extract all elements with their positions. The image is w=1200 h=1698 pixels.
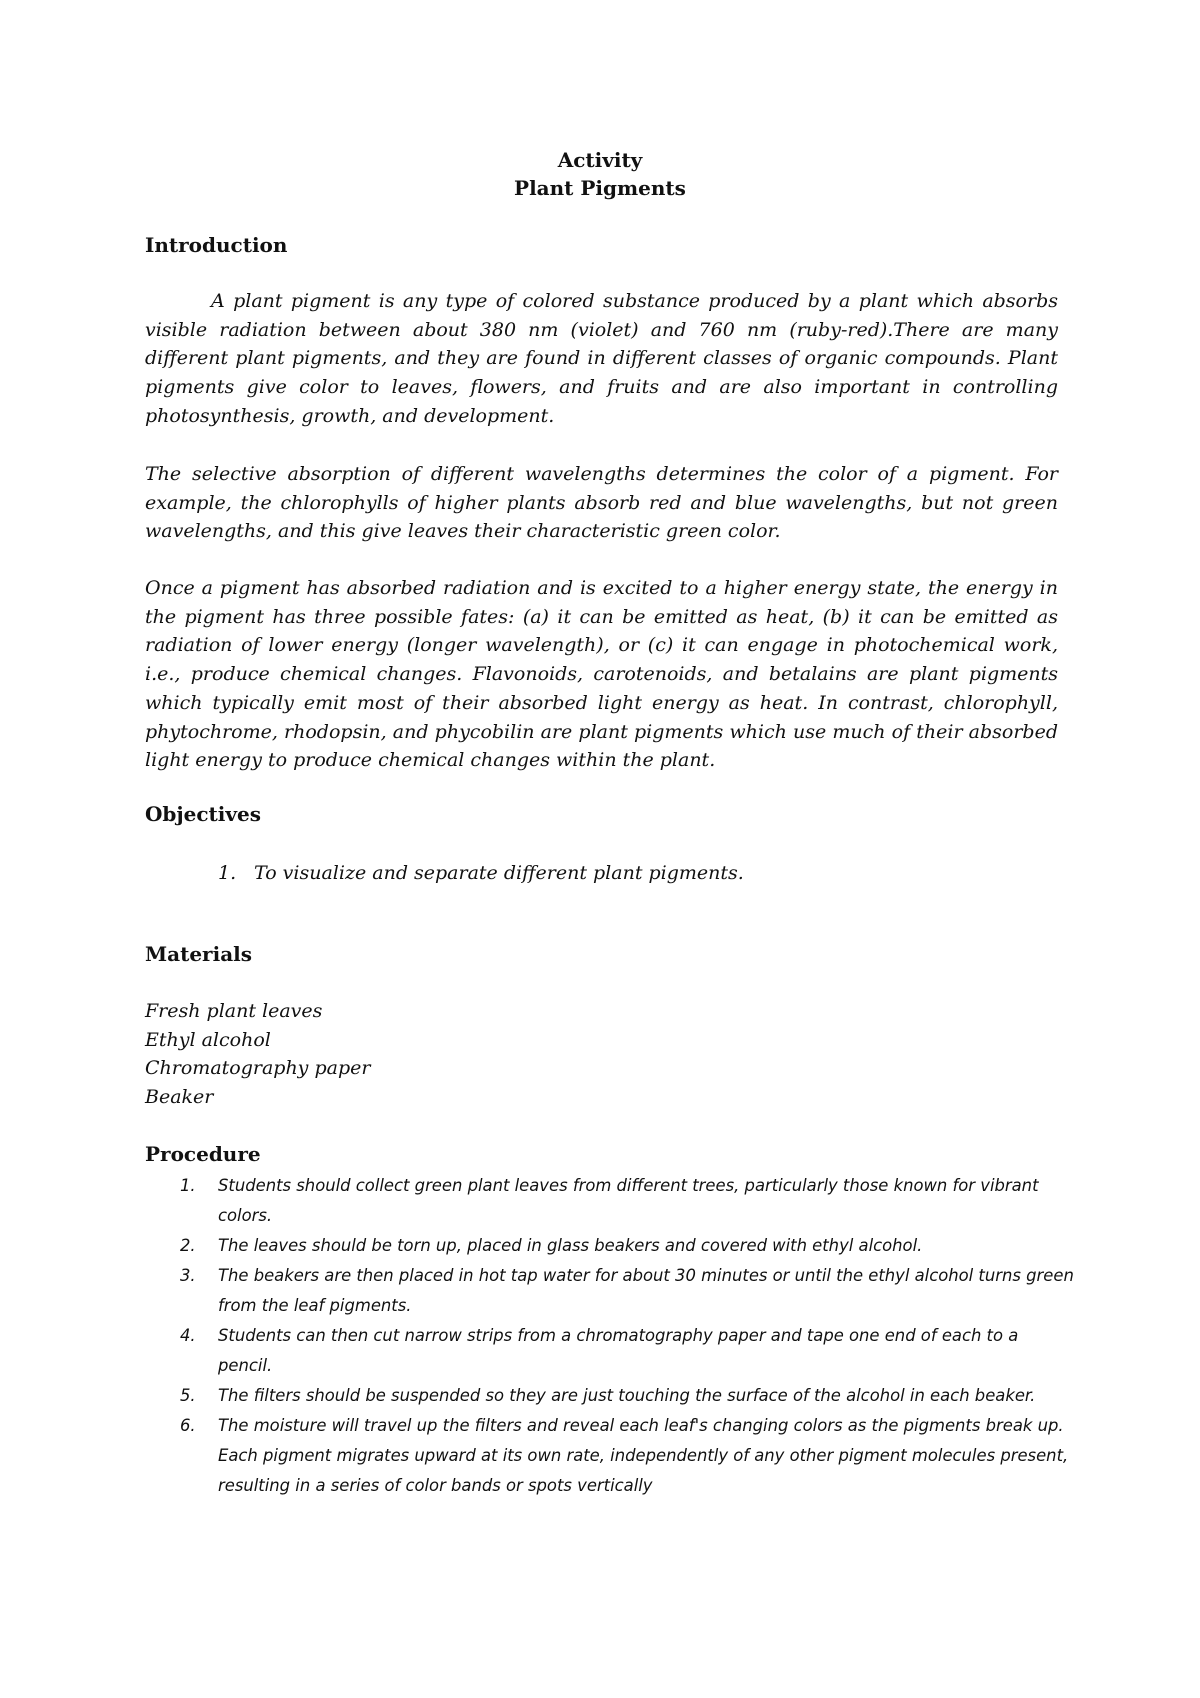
procedure-step: [145, 1261, 1075, 1321]
intro-paragraph-2: The selective absorption of different wavelengths determines the color of a pigment. For example, the chlorophylls of higher plants absorb red and blue wavelengths, but not green wavelengths, and this give leaves their characteristic green color.: [145, 463, 1058, 543]
step-number: 5.: [180, 1386, 196, 1405]
page-title: Plant Pigments: [514, 176, 686, 200]
step-number: 2.: [180, 1236, 196, 1255]
materials-heading: Materials: [145, 942, 253, 966]
step-text: The moisture will travel up the filters and reveal each leaf's changing colors as the pigments break up. Each pigment migrates upward at its own rate, independently of any other pigment molecules present, resulting in a series of color bands or spots vertically: [218, 1416, 1069, 1495]
intro-paragraph-3: Once a pigment has absorbed radiation and is excited to a higher energy state, the energy in the pigment has three possible fates: (a) it can be emitted as heat, (b) it can be emitted as radiation of lower energy (longer wavelength), or (c) it can engage in photochemical work, i.e., produce chemical changes. Flavonoids, carotenoids, and betalains are plant pigments which typically emit most of their absorbed light energy as heat. In contrast, chlorophyll, phytochrome, rhodopsin, and phycobilin are plant pigments which use much of their absorbed light energy to produce chemical changes within the plant.: [145, 577, 1058, 772]
step-number: 1.: [180, 1176, 196, 1195]
step-text: Students should collect green plant leaves from different trees, particularly those known for vibrant colors.: [218, 1176, 1039, 1225]
activity-label: Activity: [557, 148, 643, 172]
material-item: Ethyl alcohol: [145, 1028, 271, 1051]
introduction-heading: Introduction: [145, 233, 288, 257]
objective-text: To visualize and separate different plant pigments.: [254, 862, 744, 884]
objective-item: [218, 859, 744, 887]
objectives-heading: Objectives: [145, 802, 261, 826]
intro-paragraph-1: A plant pigment is any type of colored substance produced by a plant which absorbs visible radiation between about 380 nm (violet) and 760 nm (ruby-red).There are many different plant pigments, and they are found in different classes of organic compounds. Plant pigments give color to leaves, flowers, and fruits and are also important in controlling photosynthesis, growth, and development.: [145, 290, 1058, 427]
material-item: Chromatography paper: [145, 1057, 371, 1079]
material-item: Beaker: [145, 1085, 214, 1108]
step-text: Students can then cut narrow strips from a chromatography paper and tape one end of each to a pencil.: [218, 1326, 1019, 1375]
step-text: The filters should be suspended so they are just touching the surface of the alcohol in each beaker.: [218, 1386, 1036, 1405]
material-item: Fresh plant leaves: [145, 1000, 323, 1022]
procedure-step: [145, 1411, 1075, 1501]
step-number: 6.: [180, 1416, 196, 1435]
step-number: 4.: [180, 1326, 196, 1345]
procedure-step: [145, 1231, 1075, 1261]
objective-number: 1.: [218, 862, 237, 884]
step-number: 3.: [180, 1266, 196, 1285]
materials-list: [145, 997, 370, 1111]
procedure-list: [145, 1171, 1075, 1501]
procedure-heading: Procedure: [145, 1142, 261, 1166]
procedure-step: [145, 1321, 1075, 1381]
procedure-step: [145, 1171, 1075, 1231]
step-text: The beakers are then placed in hot tap water for about 30 minutes or until the ethyl alcohol turns green from the leaf pigments.: [218, 1266, 1074, 1315]
step-text: The leaves should be torn up, placed in glass beakers and covered with ethyl alcohol.: [218, 1236, 923, 1255]
procedure-step: [145, 1381, 1075, 1411]
